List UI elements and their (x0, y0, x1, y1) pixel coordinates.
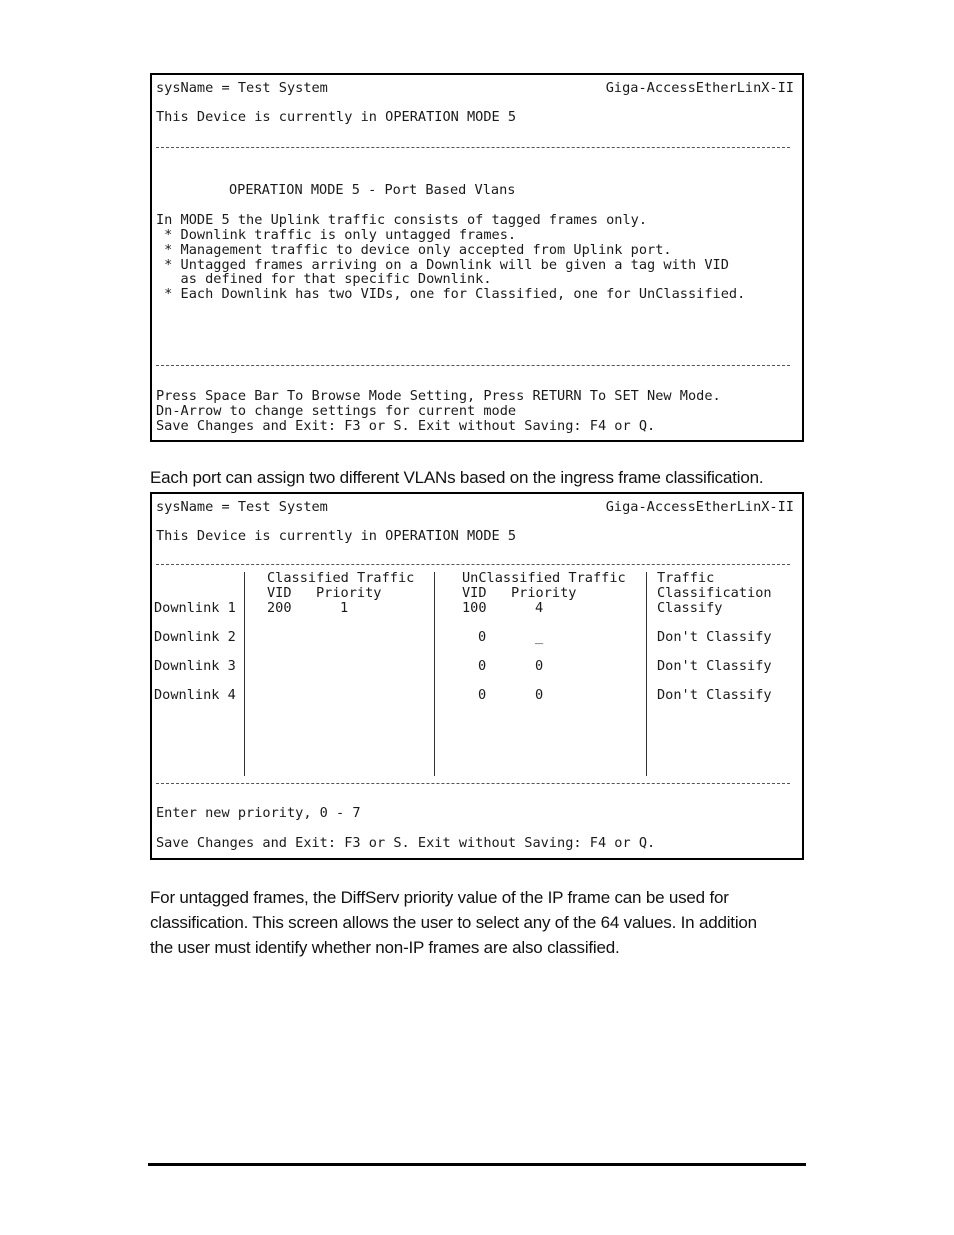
column-separator (434, 572, 435, 776)
save-instructions: Save Changes and Exit: F3 or S. Exit without Saving: F4 or Q. (156, 835, 656, 851)
classified-vid-value[interactable]: 200 (267, 600, 292, 616)
column-separator (646, 572, 647, 776)
divider (156, 564, 790, 565)
instruction-line: Save Changes and Exit: F3 or S. Exit without Saving: F4 or Q. (156, 418, 656, 434)
terminal-screen-vlan-settings (150, 492, 804, 860)
unclassified-priority-value[interactable]: 4 (535, 600, 544, 616)
unclassified-priority-value[interactable]: _ (535, 629, 544, 645)
footer-rule (148, 1163, 806, 1166)
classification-value[interactable]: Don't Classify (657, 658, 772, 674)
mode-status: This Device is currently in OPERATION MODE 5 (156, 528, 517, 544)
unclassified-vid-value[interactable]: 0 (478, 687, 487, 703)
header-classified-priority: Priority (316, 585, 382, 601)
paragraph-line: the user must identify whether non-IP frames are also classified. (150, 938, 620, 957)
classification-value[interactable]: Don't Classify (657, 629, 772, 645)
mode-description-line: In MODE 5 the Uplink traffic consists of tagged frames only. (156, 212, 648, 228)
header-traffic: Traffic (657, 570, 715, 586)
column-separator (244, 572, 245, 776)
header-unclassified-traffic: UnClassified Traffic (462, 570, 626, 586)
header-unclassified-priority: Priority (511, 585, 577, 601)
product-name: Giga-AccessEtherLinX-II (605, 80, 794, 96)
priority-prompt: Enter new priority, 0 - 7 (156, 805, 361, 821)
sysname-label: sysName = Test System (156, 499, 328, 515)
mode-description-line: * Downlink traffic is only untagged frames. (156, 227, 517, 243)
paragraph-line: classification. This screen allows the user to select any of the 64 values. In addition (150, 913, 757, 932)
caption-text: Each port can assign two different VLANs based on the ingress frame classification. (150, 468, 764, 487)
mode-title: OPERATION MODE 5 - Port Based Vlans (229, 182, 516, 198)
instruction-line: Press Space Bar To Browse Mode Setting, Press RETURN To SET New Mode. (156, 388, 721, 404)
product-name: Giga-AccessEtherLinX-II (605, 499, 794, 515)
classification-value[interactable]: Don't Classify (657, 687, 772, 703)
header-classified-traffic: Classified Traffic (267, 570, 415, 586)
row-port-label: Downlink 4 (154, 687, 236, 703)
row-port-label: Downlink 3 (154, 658, 236, 674)
divider (156, 783, 790, 784)
unclassified-vid-value[interactable]: 0 (478, 658, 487, 674)
sysname-label: sysName = Test System (156, 80, 328, 96)
classified-priority-value[interactable]: 1 (340, 600, 349, 616)
divider (156, 147, 790, 148)
unclassified-priority-value[interactable]: 0 (535, 658, 544, 674)
terminal-screen-mode-selection (150, 73, 804, 442)
paragraph-line: For untagged frames, the DiffServ priority value of the IP frame can be used for (150, 888, 729, 907)
unclassified-priority-value[interactable]: 0 (535, 687, 544, 703)
unclassified-vid-value[interactable]: 0 (478, 629, 487, 645)
header-unclassified-vid: VID (462, 585, 487, 601)
row-port-label: Downlink 2 (154, 629, 236, 645)
mode-description-line: * Management traffic to device only accepted from Uplink port. (156, 242, 672, 258)
mode-description-line: as defined for that specific Downlink. (156, 271, 492, 287)
classification-value[interactable]: Classify (657, 600, 723, 616)
unclassified-vid-value[interactable]: 100 (462, 600, 487, 616)
row-port-label: Downlink 1 (154, 600, 236, 616)
body-paragraph (150, 885, 810, 960)
mode-status: This Device is currently in OPERATION MODE 5 (156, 109, 517, 125)
mode-description-line: * Untagged frames arriving on a Downlink will be given a tag with VID (156, 257, 729, 273)
divider (156, 365, 790, 366)
instruction-line: Dn-Arrow to change settings for current mode (156, 403, 517, 419)
header-classification: Classification (657, 585, 772, 601)
mode-description-line: * Each Downlink has two VIDs, one for Classified, one for UnClassified. (156, 286, 746, 302)
header-classified-vid: VID (267, 585, 292, 601)
